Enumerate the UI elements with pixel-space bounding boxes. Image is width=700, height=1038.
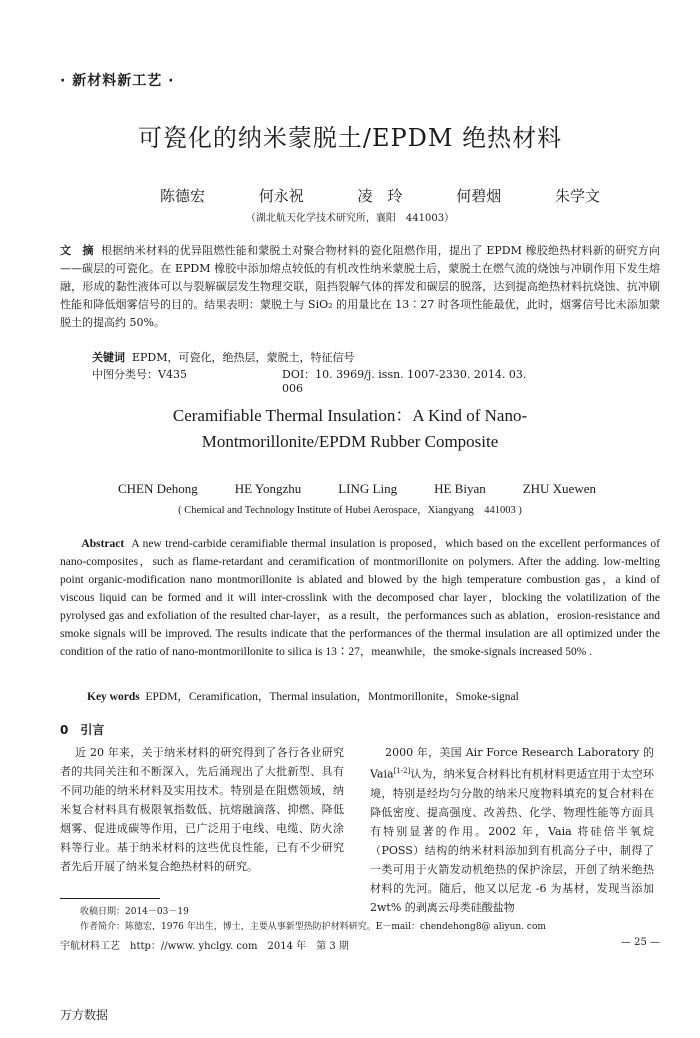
citation: [1-2] (393, 767, 411, 775)
keywords-en (87, 688, 519, 704)
authors-cn (160, 185, 600, 206)
keywords-cn-label: 关键词 (92, 351, 125, 364)
author-en: LING Ling (338, 481, 398, 496)
author-cn: 何碧烟 (456, 187, 502, 205)
abstract-cn-label: 文 摘 (60, 244, 94, 257)
author-cn: 朱学文 (554, 187, 600, 205)
footnote-divider (60, 898, 160, 899)
author-en: HE Yongzhu (234, 481, 302, 496)
body-column-right (370, 743, 654, 917)
abstract-en-text: A new trend-carbide ceramifiable thermal insulation is proposed，which based on the excellent performances of nano-composites，such as flame-retardant and ceramification of montmorillonite on polymers. After the adding. low-melting point organic-modification nano montmorillonite is ablated and blowed by the high temperature combustion gas，a kind of viscous liquid can be formed and it will inter-crosslink with the decomposed char layer，blocking the volatilization of the pyrolysed gas and exfoliation of the resulted char-layer，as a result，the performances such as ablation，erosion-resistance and smoke signals will be improved. The results indicate that the performances of the thermal insulation are all optimized under the condition of the ratio of nano-montmorillonite to silica is 13∶27，meanwhile，the smoke-signals increased 50% . (60, 538, 660, 658)
keywords-en-label: Key words (87, 691, 140, 703)
body-column-left (60, 743, 344, 876)
paragraph-start: 2000 年，美国 Air Force Research Laboratory 的 Vaia (370, 746, 654, 781)
doi: DOI：10. 3969/j. issn. 1007-2330. 2014. 03. 006 (282, 368, 527, 395)
abstract-cn (60, 242, 660, 332)
keywords-cn-text: EPDM，可瓷化，绝热层，蒙脱土，特征信号 (132, 351, 355, 364)
section-heading: 0 引言 (60, 723, 105, 737)
page-number: — 25 — (620, 937, 660, 948)
author-en: CHEN Dehong (118, 481, 198, 496)
paragraph-rest: 认为，纳米复合材料比有机材料更适宜用于太空环境，特别是经均匀分散的纳米尺度物料填充的复合材料在降低密度、提高强度、改善热、化学、物理性能等方面具有特别显著的作用。2002 年，Vaia 将硅倍半氧烷（POSS）结构的纳米材料添加到有机高分子中，制得了一类可用于火箭发动机绝热的保护涂层，开创了纳米绝热材料的先河。随后，他又以尼龙 -6 为基材，发现当添加 2wt% 的剥离云母类硅酸盐物 (370, 767, 654, 914)
author-en: HE Biyan (434, 481, 486, 496)
classification-cn (92, 366, 542, 395)
watermark-brand: 万方数据 (60, 1008, 109, 1022)
author-en: ZHU Xuewen (522, 481, 596, 496)
author-cn: 陈德宏 (160, 187, 206, 205)
abstract-en-label: Abstract (81, 538, 125, 550)
title-en-line: Ceramifiable Thermal Insulation：A Kind of Nano- (172, 406, 528, 425)
footnote-received: 收稿日期：2014－03－19 (80, 907, 189, 917)
affiliation-cn: （湖北航天化学技术研究所，襄阳 441003） (245, 213, 455, 224)
footnote-author: 作者简介：陈德宏，1976 年出生，博士，主要从事新型热防护材料研究。E－mail：chendehong8@ aliyun. com (80, 922, 546, 932)
clc-number: 中图分类号：V435 (92, 368, 187, 381)
keywords-en-text: EPDM，Ceramification，Thermal insulation，Montmorillonite，Smoke-signal (145, 691, 519, 703)
title-en (0, 403, 700, 455)
authors-en (118, 481, 596, 497)
author-cn: 何永祝 (258, 187, 304, 205)
section-tag: · 新材料新工艺 · (60, 73, 175, 89)
abstract-cn-text: 根据纳米材料的优异阻燃性能和蒙脱土对聚合物材料的瓷化阻燃作用，提出了 EPDM 橡胶绝热材料新的研究方向——碳层的可瓷化。在 EPDM 橡胶中添加熔点较低的有机改性纳米蒙脱土后，蒙脱土在燃气流的烧蚀与冲刷作用下发生熔融，形成的黏性液体可以与裂解碳层发生物理交联，阻挡裂解气体的挥发和碳层的脱落，达到提高绝热材料抗烧蚀、抗冲刷性能和降低烟雾信号的目的。结果表明：蒙脱土与 SiO₂ 的用量比在 13∶27 时各项性能最优，此时，烟雾信号比未添加蒙脱土的提高约 50%。 (60, 244, 660, 329)
title-cn: 可瓷化的纳米蒙脱土/EPDM 绝热材料 (137, 124, 563, 152)
affiliation-en: ( Chemical and Technology Institute of Hubei Aerospace，Xiangyang 441003 ) (178, 505, 522, 516)
journal-info: 宇航材料工艺 http：//www. yhclgy. com 2014 年 第 3 期 (60, 941, 349, 952)
intro-paragraph: 近 20 年来，关于纳米材料的研究得到了各行各业研究者的共同关注和不断深入，先后涌现出了大批新型、具有不同功能的纳米材料及实用技术。特别是在阻燃领域，纳米复合材料具有极限氧指数低、抗熔融滴落、抑燃、降低烟雾、促进成碳等作用，已广泛用于电线、电缆、防火涂料等行业。基于纳米材料的这些优良性能，已有不少研究者先后开展了纳米复合绝热材料的研究。 (60, 746, 344, 873)
page-footer (60, 937, 660, 952)
title-en-line: Montmorillonite/EPDM Rubber Composite (201, 432, 499, 451)
author-cn: 凌 玲 (357, 187, 403, 205)
abstract-en (60, 535, 660, 661)
keywords-cn (92, 349, 355, 365)
